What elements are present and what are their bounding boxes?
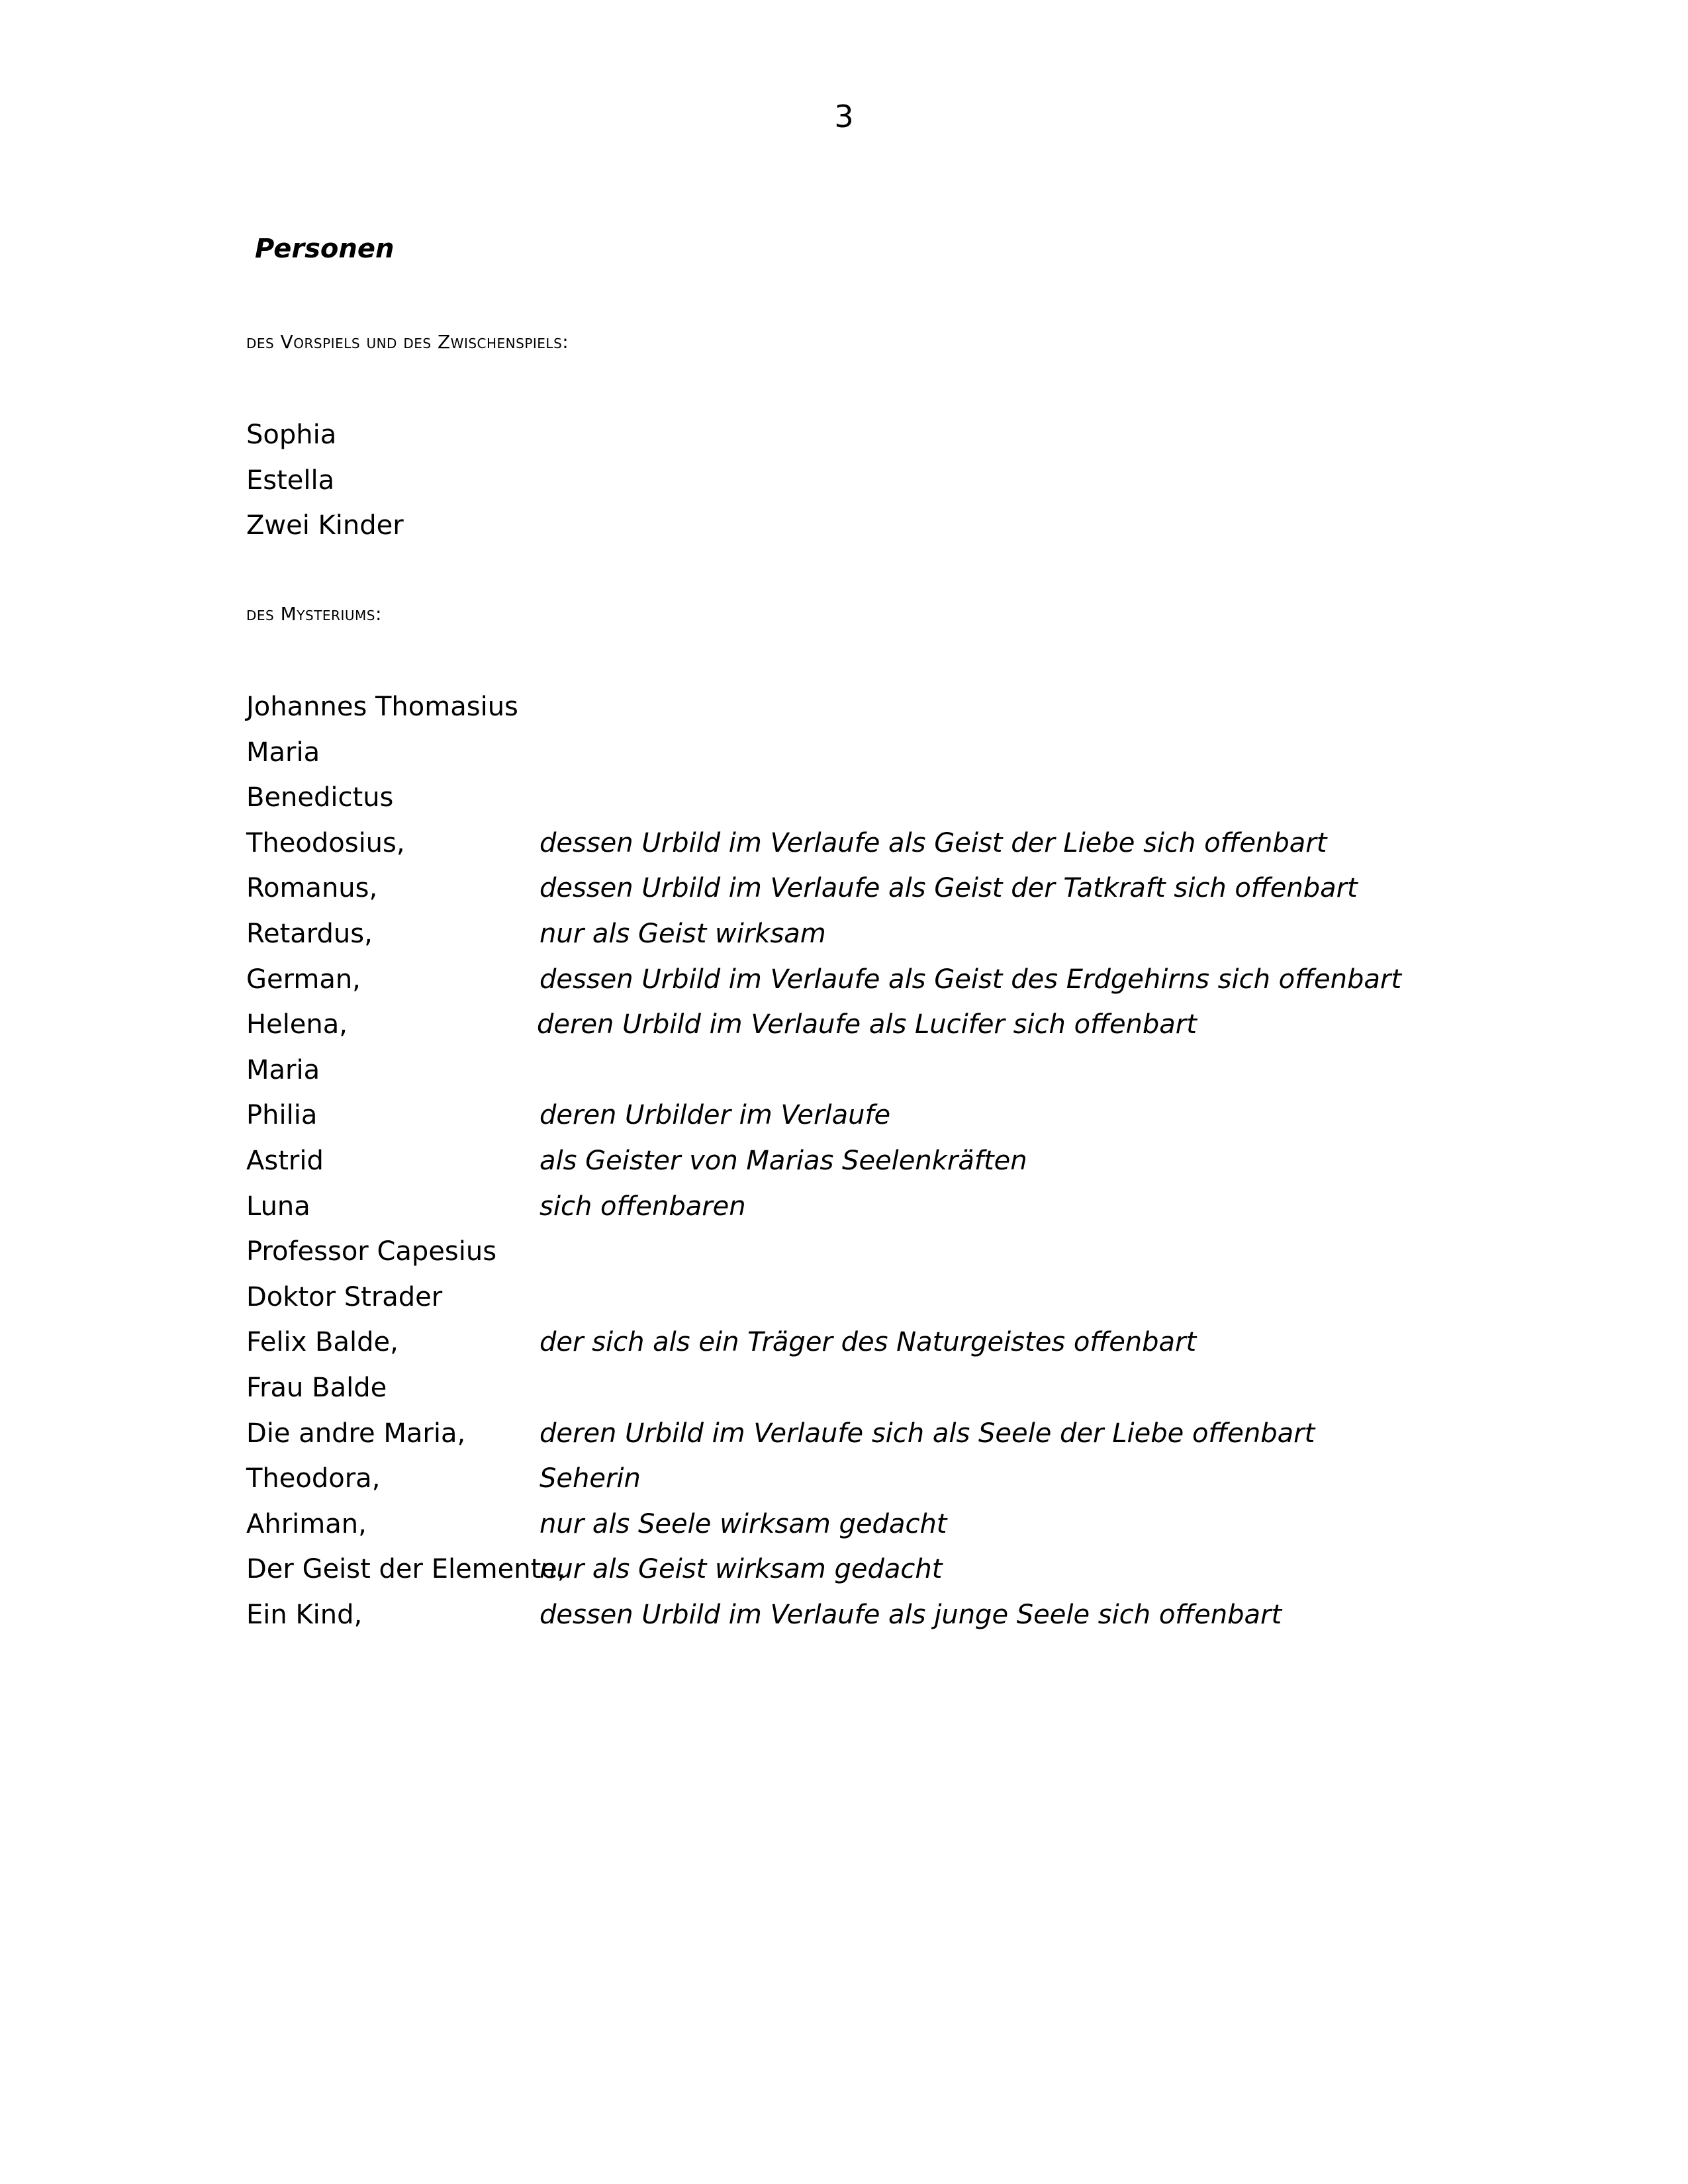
page-number: 3 — [834, 99, 854, 134]
character-description: Seherin — [539, 1463, 641, 1494]
heading-personen: Personen — [255, 234, 395, 264]
character-name: Frau Balde — [246, 1372, 387, 1403]
character-name: Romanus, — [246, 873, 378, 904]
character-description: der sich als ein Träger des Naturgeistes offenbart — [539, 1327, 1197, 1358]
character-name: Zwei Kinder — [246, 510, 404, 541]
character-name: Der Geist der Elemente, — [246, 1554, 566, 1585]
character-description: dessen Urbild im Verlaufe als Geist der Liebe sich offenbart — [539, 827, 1327, 858]
character-description: nur als Seele wirksam gedacht — [539, 1508, 947, 1539]
character-name: German, — [246, 964, 361, 995]
character-name: Die andre Maria, — [246, 1418, 466, 1449]
character-name: Ahriman, — [246, 1508, 367, 1539]
character-description: deren Urbild im Verlaufe als Lucifer sich offenbart — [537, 1009, 1197, 1040]
character-name: Benedictus — [246, 782, 394, 813]
character-name: Retardus, — [246, 918, 373, 949]
character-name: Theodora, — [246, 1463, 381, 1494]
character-name: Estella — [246, 465, 335, 496]
character-name: Helena, — [246, 1009, 348, 1040]
character-name: Professor Capesius — [246, 1236, 497, 1267]
character-description: als Geister von Marias Seelenkräften — [539, 1145, 1027, 1176]
character-description: dessen Urbild im Verlaufe als Geist der Tatkraft sich offenbart — [539, 873, 1358, 904]
character-description: dessen Urbild im Verlaufe als Geist des Erdgehirns sich offenbart — [539, 964, 1402, 995]
character-description: nur als Geist wirksam gedacht — [539, 1554, 943, 1585]
section-title-mysterium: des Mysteriums: — [246, 603, 382, 625]
character-name: Ein Kind, — [246, 1599, 363, 1630]
character-name: Felix Balde, — [246, 1327, 399, 1358]
character-name: Maria — [246, 1054, 320, 1085]
character-description: dessen Urbild im Verlaufe als junge Seele sich offenbart — [539, 1599, 1282, 1630]
character-name: Philia — [246, 1100, 318, 1131]
character-description: deren Urbilder im Verlaufe — [539, 1100, 891, 1131]
character-description: sich offenbaren — [539, 1191, 746, 1222]
character-name: Johannes Thomasius — [246, 692, 518, 722]
character-description: deren Urbild im Verlaufe sich als Seele der Liebe offenbart — [539, 1418, 1315, 1449]
character-name: Sophia — [246, 420, 337, 450]
character-name: Astrid — [246, 1145, 324, 1176]
character-name: Luna — [246, 1191, 310, 1222]
character-name: Doktor Strader — [246, 1281, 443, 1312]
section-title-vorspiel: des Vorspiels und des Zwischenspiels: — [246, 331, 569, 353]
character-description: nur als Geist wirksam — [539, 918, 826, 949]
character-name: Maria — [246, 737, 320, 768]
character-name: Theodosius, — [246, 827, 405, 858]
